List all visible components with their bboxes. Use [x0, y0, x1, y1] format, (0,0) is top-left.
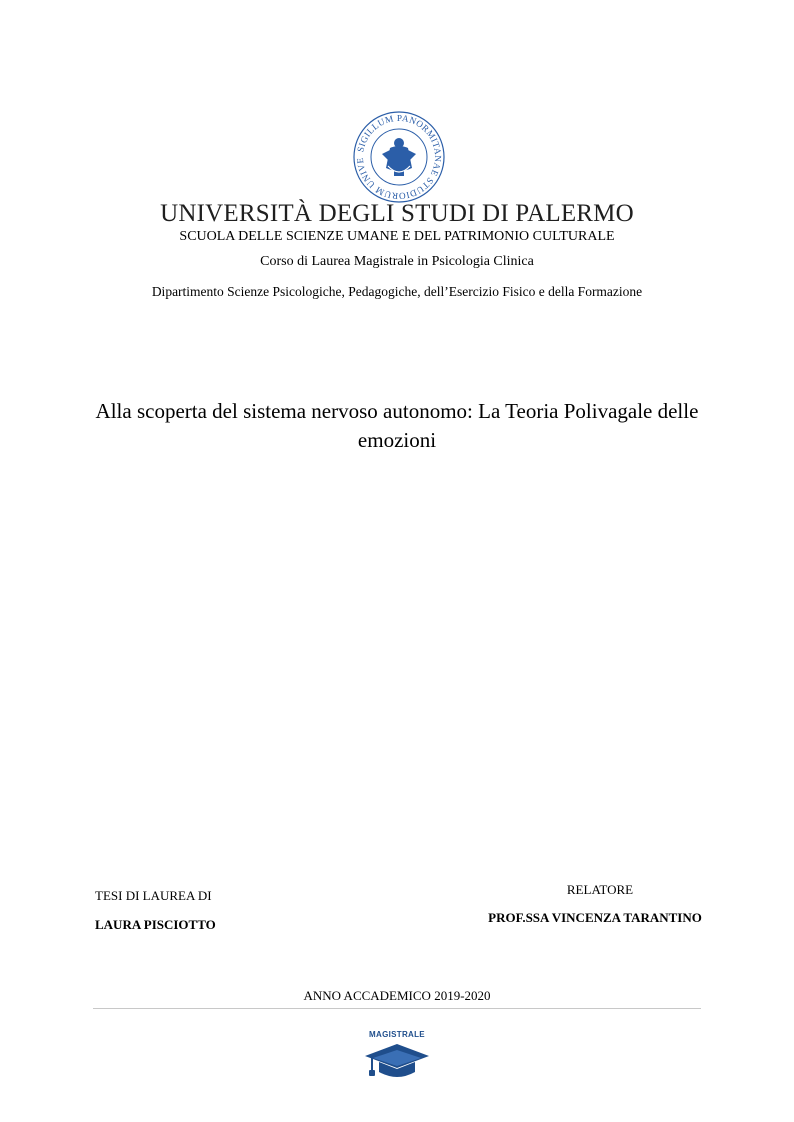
school-name: SCUOLA DELLE SCIENZE UMANE E DEL PATRIMONIO CULTURALE: [179, 229, 615, 244]
candidate-name: LAURA PISCIOTTO: [95, 917, 216, 932]
course-name: Corso di Laurea Magistrale in Psicologia Clinica: [260, 254, 534, 269]
svg-text:SIGILLUM PANORMITANAE STUDIORU: SIGILLUM PANORMITANAE STUDIORUM UNIVE: [354, 112, 444, 202]
academic-year: ANNO ACCADEMICO 2019-2020: [303, 988, 491, 1003]
seal-icon: [352, 110, 446, 204]
university-name: UNIVERSITÀ DEGLI STUDI DI PALERMO: [160, 200, 634, 227]
magistrale-badge-label: MAGISTRALE: [369, 1030, 425, 1039]
thesis-title: Alla scoperta del sistema nervoso autonomo: La Teoria Polivagale delle emozioni: [95, 399, 699, 452]
graduation-cap-icon: [363, 1042, 431, 1082]
department-name: Dipartimento Scienze Psicologiche, Pedagogiche, dell’Esercizio Fisico e della Formazione: [151, 284, 643, 299]
candidate-label: TESI DI LAUREA DI: [95, 888, 212, 903]
supervisor-label: RELATORE: [566, 882, 634, 897]
supervisor-name: PROF.SSA VINCENZA TARANTINO: [488, 910, 702, 925]
footer-divider: [93, 1008, 701, 1009]
university-seal-logo: [352, 110, 446, 204]
